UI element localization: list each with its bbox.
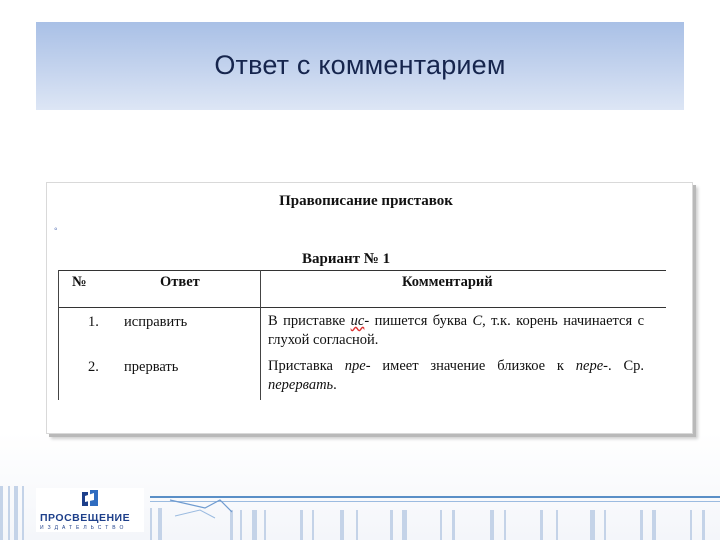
table-column-divider <box>260 270 261 400</box>
row-2-comment-part: . <box>333 377 337 393</box>
column-header-comment: Комментарий <box>402 274 493 290</box>
row-1-comment-letter: С <box>472 313 483 329</box>
variant-label: Вариант № 1 <box>302 251 391 267</box>
row-1-comment-part: В приставке <box>268 313 351 329</box>
document-image-frame <box>46 182 693 434</box>
row-1-comment-part: - пишется буква <box>364 313 473 329</box>
row-2-number: 2. <box>88 359 99 375</box>
row-1-comment-part: , т.к. корень начинается с глухой согласной. <box>268 313 645 348</box>
row-1-comment <box>268 312 644 350</box>
logo-subtitle: ИЗДАТЕЛЬСТВО <box>40 525 128 531</box>
document-heading: Правописание приставок <box>279 193 453 209</box>
row-1-number: 1. <box>88 314 99 330</box>
row-2-comment-example: перервать <box>268 377 334 393</box>
bullet-icon: ◦ <box>54 224 58 235</box>
row-2-comment-prefix-2: пере- <box>575 358 608 374</box>
column-header-number: № <box>72 274 87 290</box>
row-2-comment-part: . Ср. <box>608 358 644 374</box>
row-1-comment-prefix: ис <box>350 313 365 329</box>
column-header-answer: Ответ <box>160 274 200 290</box>
table-header-rule <box>58 307 666 308</box>
row-2-comment-part: Приставка <box>268 358 345 374</box>
row-2-answer: прервать <box>124 359 179 375</box>
row-2-comment-prefix: пре- <box>344 358 371 374</box>
table-top-rule <box>58 270 666 271</box>
row-1-answer: исправить <box>124 314 188 330</box>
slide-title: Ответ с комментарием <box>214 50 506 80</box>
row-2-comment-part: имеет значение близкое к <box>370 358 576 374</box>
logo-name: ПРОСВЕЩЕНИЕ <box>40 512 131 524</box>
row-2-comment <box>268 357 644 395</box>
table-left-border <box>58 270 59 400</box>
